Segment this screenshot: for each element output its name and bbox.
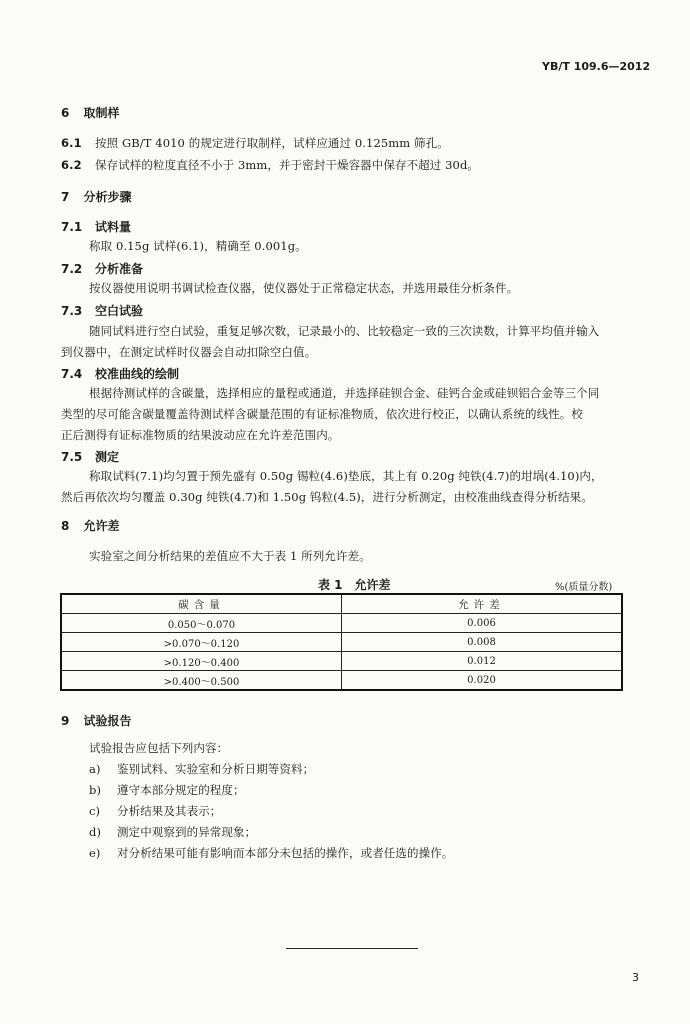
item-label: b) (89, 783, 102, 797)
report-item (89, 803, 221, 819)
clause-text: 保存试样的粒度直径不小于 3mm，并于密封干燥容器中保存不超过 30d。 (95, 158, 480, 172)
table-row (61, 671, 622, 691)
section-9-intro: 试验报告应包括下列内容： (89, 741, 229, 755)
table-cell: 0.008 (342, 633, 623, 652)
clause-7-1-heading (61, 218, 131, 235)
clause-7-4-line-3: 正后测得有证标准物质的结果波动应在允许差范围内。 (61, 428, 340, 442)
clause-7-2-text: 按仪器使用说明书调试检查仪器，使仪器处于正常稳定状态，并选用最佳分析条件。 (89, 281, 519, 295)
end-rule (286, 948, 418, 949)
table-cell: >0.070～0.120 (61, 633, 342, 652)
clause-7-5-line-1: 称取试料(7.1)均匀置于预先盛有 0.50g 锡粒(4.6)垫底，其上有 0.20g 纯铁(4.7)的坩埚(4.10)内， (89, 469, 603, 483)
clause-number: 7.4 (61, 367, 83, 381)
clause-6-1 (61, 135, 449, 151)
clause-number: 7.1 (61, 220, 83, 234)
clause-7-3-line-1: 随同试料进行空白试验，重复足够次数，记录最小的、比较稳定一致的三次读数，计算平均值并输入 (89, 324, 600, 338)
section-number: 9 (61, 714, 70, 728)
table-cell: 0.020 (342, 671, 623, 691)
item-text: 分析结果及其表示； (117, 804, 222, 818)
clause-7-1-text: 称取 0.15g 试样(6.1)，精确至 0.001g。 (89, 239, 307, 253)
tolerance-table (60, 593, 623, 691)
clause-7-2-heading (61, 260, 143, 277)
item-label: d) (89, 825, 102, 839)
clause-number: 7.5 (61, 450, 83, 464)
clause-7-4-heading (61, 365, 179, 382)
item-text: 对分析结果可能有影响而本部分未包括的操作，或者任选的操作。 (117, 846, 454, 860)
section-8-text: 实验室之间分析结果的差值应不大于表 1 所列允许差。 (89, 549, 371, 563)
clause-6-2 (61, 157, 479, 173)
table-row (61, 633, 622, 652)
clause-7-5-heading (61, 448, 119, 465)
table-header-cell: 碳含量 (61, 594, 342, 614)
item-label: c) (89, 804, 101, 818)
table-cell: >0.120～0.400 (61, 652, 342, 671)
clause-number: 7.3 (61, 304, 83, 318)
clause-7-5-line-2: 然后再依次均匀覆盖 0.30g 纯铁(4.7)和 1.50g 钨粒(4.5)，进行分析测定，由校准曲线查得分析结果。 (61, 490, 593, 504)
section-6-heading (61, 104, 120, 121)
standard-code: YB/T 109.6—2012 (542, 60, 651, 73)
item-text: 遵守本部分规定的程度； (117, 783, 245, 797)
item-text: 鉴别试料、实验室和分析日期等资料； (117, 762, 315, 776)
section-8-heading (61, 517, 120, 534)
item-label: e) (89, 846, 101, 860)
section-title: 分析步骤 (83, 190, 132, 204)
table-unit: %(质量分数) (555, 582, 613, 593)
table-row (61, 614, 622, 633)
clause-title: 试料量 (95, 220, 132, 234)
clause-title: 空白试验 (95, 304, 144, 318)
section-title: 允许差 (83, 519, 120, 533)
section-9-heading (61, 712, 132, 729)
clause-title: 测定 (95, 450, 120, 464)
table-cell: 0.050～0.070 (61, 614, 342, 633)
table-header-row (61, 594, 622, 614)
report-item (89, 845, 453, 861)
table-caption: 表 1 允许差 (318, 578, 391, 592)
clause-number: 7.2 (61, 262, 83, 276)
clause-7-4-line-1: 根据待测试样的含碳量，选择相应的量程或通道，并选择硅钡合金、硅钙合金或硅钡铝合金等三个同 (89, 386, 600, 400)
table-cell: 0.006 (342, 614, 623, 633)
section-7-heading (61, 188, 132, 205)
clause-7-3-line-2: 到仪器中，在测定试样时仪器会自动扣除空白值。 (61, 345, 317, 359)
clause-title: 校准曲线的绘制 (95, 367, 180, 381)
item-text: 测定中观察到的异常现象； (117, 825, 257, 839)
page-number: 3 (632, 971, 639, 984)
table-cell: >0.400～0.500 (61, 671, 342, 691)
section-number: 6 (61, 106, 70, 120)
clause-7-3-heading (61, 302, 143, 319)
section-title: 试验报告 (83, 714, 132, 728)
report-item (89, 761, 314, 777)
clause-7-4-line-2: 类型的尽可能含碳量覆盖待测试样含碳量范围的有证标准物质，依次进行校正，以确认系统的线性。校 (61, 407, 583, 421)
clause-number: 6.1 (61, 136, 82, 150)
clause-title: 分析准备 (95, 262, 144, 276)
clause-text: 按照 GB/T 4010 的规定进行取制样，试样应通过 0.125mm 筛孔。 (95, 136, 449, 150)
clause-number: 6.2 (61, 158, 82, 172)
table-header-cell: 允许差 (342, 594, 623, 614)
section-number: 7 (61, 190, 70, 204)
section-title: 取制样 (83, 106, 120, 120)
item-label: a) (89, 762, 101, 776)
report-item (89, 782, 245, 798)
report-item (89, 824, 256, 840)
section-number: 8 (61, 519, 70, 533)
table-cell: 0.012 (342, 652, 623, 671)
table-row (61, 652, 622, 671)
